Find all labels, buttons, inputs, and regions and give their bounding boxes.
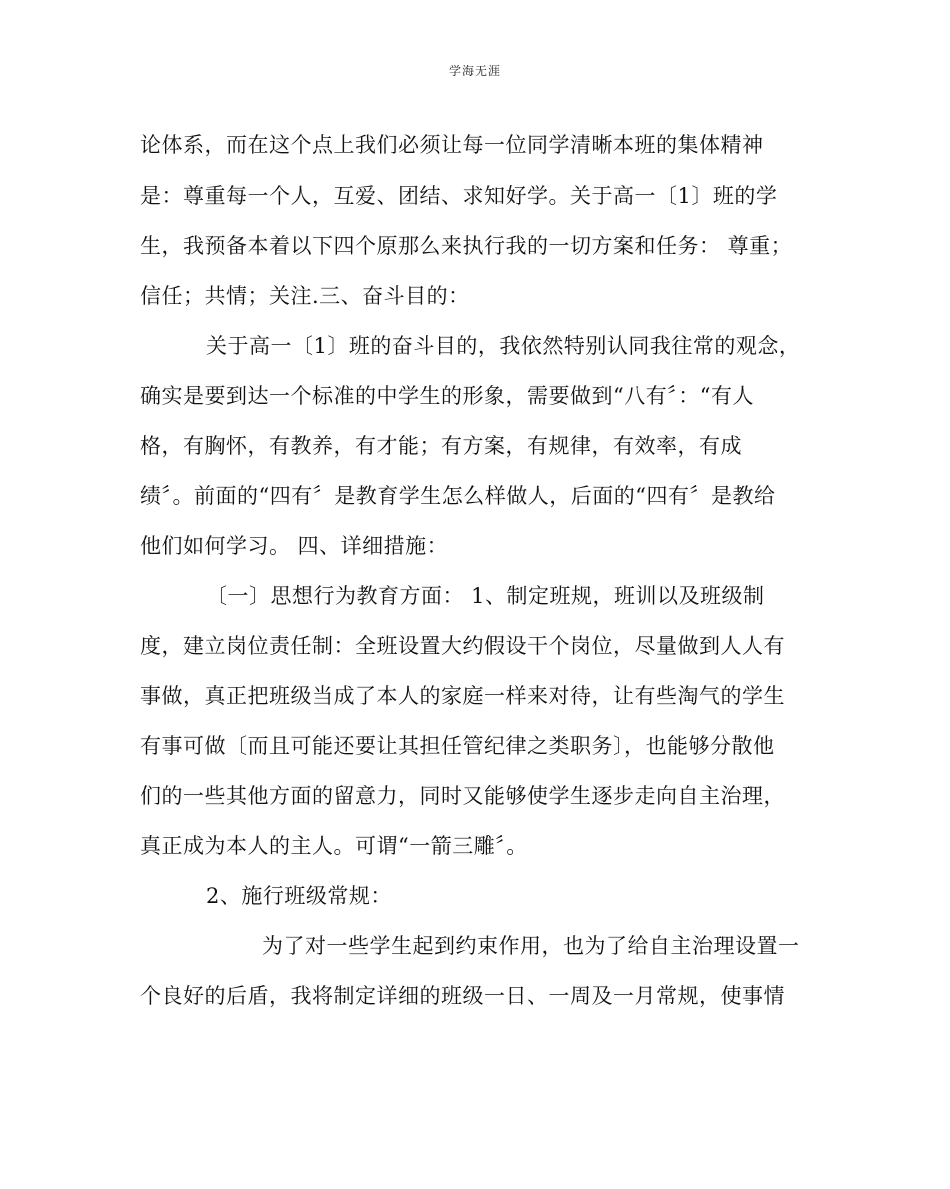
paragraph-first-line: 〔一〕思想行为教育方面： 1、制定班规，班训以及班级制 [206, 584, 765, 608]
page-header: 学海无涯 [448, 64, 501, 78]
paragraph-first-line: 为了对一些学生起到约束作用，也为了给自主治理设置一 [262, 934, 800, 958]
text-line: 他们如何学习。 四、详细措施： [140, 534, 449, 558]
paragraph-first-line: 关于高一〔1〕班的奋斗目的，我依然特别认同我往常的观念， [206, 334, 801, 358]
text-line: 度，建立岗位责任制：全班设置大约假设干个岗位，尽量做到人人有 [140, 634, 785, 658]
text-line: 们的一些其他方面的留意力，同时又能够使学生逐步走向自主治理， [140, 784, 785, 808]
text-line: 生，我预备本着以下四个原那么来执行我的一切方案和任务： 尊重； [140, 234, 793, 258]
text-line: 是：尊重每一个人，互爱、团结、求知好学。关于高一〔1〕班的学 [140, 184, 778, 208]
text-line: 个良好的后盾，我将制定详细的班级一日、一周及一月常规，使事情 [140, 984, 785, 1008]
text-line: 格，有胸怀，有教养，有才能；有方案，有规律，有效率，有成 [140, 434, 742, 458]
text-line: 信任；共情；关注.三、奋斗目的： [140, 284, 470, 308]
text-line: 事做，真正把班级当成了本人的家庭一样来对待，让有些淘气的学生 [140, 684, 785, 708]
text-line: 绩〞。前面的“四有〞是教育学生怎么样做人，后面的“四有〞是教给 [140, 484, 776, 508]
text-line: 有事可做〔而且可能还要让其担任管纪律之类职务〕，也能够分散他 [140, 734, 775, 758]
subsection-heading: 2、施行班级常规： [206, 884, 392, 908]
text-line: 真正成为本人的主人。可谓“一箭三雕〞。 [140, 834, 528, 858]
text-line: 论体系，而在这个点上我们必须让每一位同学清晰本班的集体精神 [140, 133, 764, 157]
text-line: 确实是要到达一个标准的中学生的形象，需要做到“八有〞：“有人 [140, 384, 754, 408]
